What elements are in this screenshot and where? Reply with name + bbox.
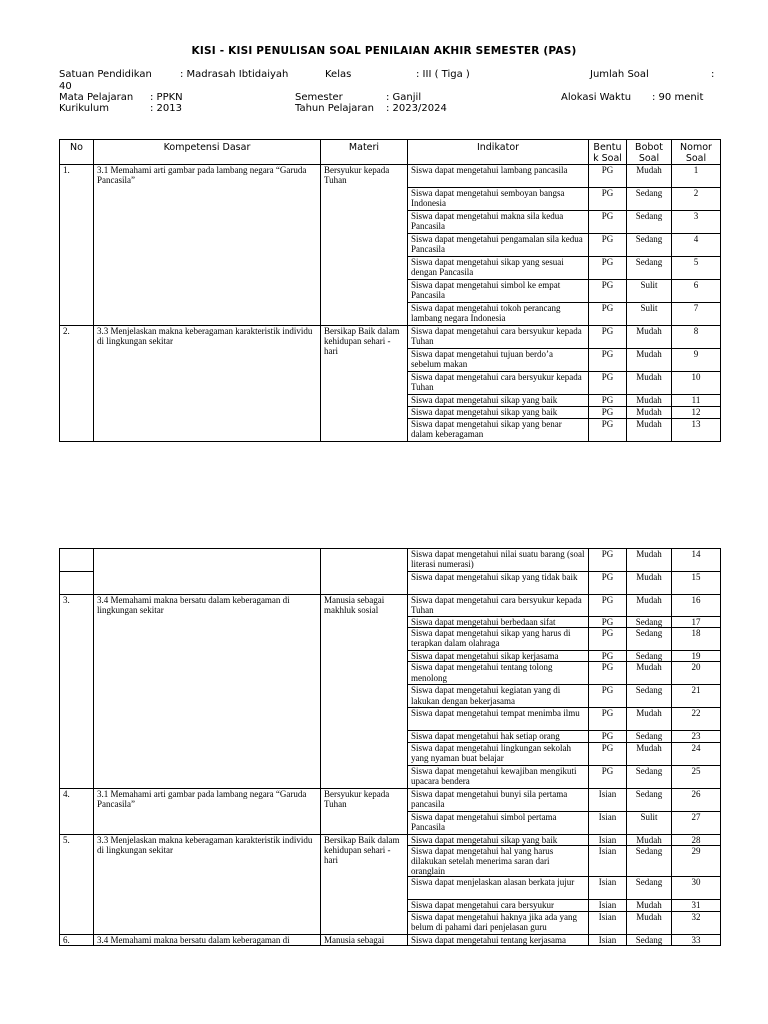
nomor-soal-cell: 22 (672, 708, 721, 731)
nomor-soal-cell: 23 (672, 731, 721, 742)
nomor-soal-cell: 20 (672, 662, 721, 685)
bobot-soal-cell: Mudah (627, 395, 672, 407)
bobot-soal-cell: Mudah (627, 708, 672, 731)
nomor-soal-cell: 32 (672, 911, 721, 934)
indikator-cell: Siswa dapat mengetahui sikap kerjasama (408, 651, 589, 662)
bentuk-soal-cell: PG (589, 280, 627, 303)
header-indikator: Indikator (408, 140, 589, 165)
indikator-cell: Siswa dapat mengetahui tokoh perancang lambang negara Indonesia (408, 303, 589, 326)
indikator-cell: Siswa dapat mengetahui cara bersyukur kepada Tuhan (408, 595, 589, 617)
nomor-soal-cell: 18 (672, 628, 721, 651)
alokasi-label: Alokasi Waktu (561, 92, 632, 103)
nomor-soal-cell: 31 (672, 900, 721, 911)
bentuk-soal-cell: PG (589, 257, 627, 280)
indikator-cell: Siswa dapat mengetahui sikap yang baik (408, 395, 589, 407)
table-header-row (60, 140, 721, 165)
bentuk-soal-cell: PG (589, 326, 627, 349)
row-no: 1. (60, 165, 94, 326)
bentuk-soal-cell: PG (589, 395, 627, 407)
nomor-soal-cell: 4 (672, 234, 721, 257)
indikator-cell: Siswa dapat mengetahui sikap yang sesuai dengan Pancasila (408, 257, 589, 280)
satuan-label: Satuan Pendidikan (59, 69, 152, 80)
nomor-soal-cell: 25 (672, 765, 721, 788)
bentuk-soal-cell: PG (589, 628, 627, 651)
bobot-soal-cell: Sedang (627, 788, 672, 811)
nomor-soal-cell: 17 (672, 617, 721, 628)
bobot-soal-cell: Sedang (627, 188, 672, 211)
bobot-soal-cell: Mudah (627, 349, 672, 372)
header-kompetensi-dasar: Kompetensi Dasar (94, 140, 321, 165)
indikator-cell: Siswa dapat mengetahui kewajiban mengikuti upacara bendera (408, 765, 589, 788)
kompetensi-dasar-cell: 3.4 Memahami makna bersatu dalam keberagaman di lingkungan sekitar (94, 595, 321, 789)
semester-value: : Ganjil (386, 92, 422, 103)
bentuk-soal-cell: PG (589, 708, 627, 731)
table-row (60, 549, 721, 572)
document-title: KISI - KISI PENULISAN SOAL PENILAIAN AKHIR SEMESTER (PAS) (191, 45, 577, 57)
semester-label: Semester (295, 92, 343, 103)
bentuk-soal-cell: PG (589, 731, 627, 742)
nomor-soal-cell: 11 (672, 395, 721, 407)
bentuk-soal-cell: Isian (589, 911, 627, 934)
indikator-cell: Siswa dapat mengetahui cara bersyukur (408, 900, 589, 911)
bentuk-soal-cell: Isian (589, 934, 627, 945)
nomor-soal-cell: 3 (672, 211, 721, 234)
kisi-table-page-2 (59, 548, 721, 946)
kisi-table-page-1 (59, 139, 721, 442)
nomor-soal-cell: 12 (672, 407, 721, 419)
nomor-soal-cell: 5 (672, 257, 721, 280)
row-no (60, 549, 94, 572)
kompetensi-dasar-cell (94, 549, 321, 595)
nomor-soal-cell: 2 (672, 188, 721, 211)
bentuk-soal-cell: PG (589, 549, 627, 572)
indikator-cell: Siswa dapat mengetahui sikap yang harus di terapkan dalam olahraga (408, 628, 589, 651)
bentuk-soal-cell: PG (589, 595, 627, 617)
nomor-soal-cell: 33 (672, 934, 721, 945)
bentuk-soal-cell: Isian (589, 811, 627, 834)
bentuk-soal-cell: PG (589, 685, 627, 708)
indikator-cell: Siswa dapat mengetahui tentang kerjasama (408, 934, 589, 945)
table-row (60, 934, 721, 945)
bobot-soal-cell: Sedang (627, 617, 672, 628)
bentuk-soal-cell: PG (589, 572, 627, 595)
indikator-cell: Siswa dapat mengetahui berbedaan sifat (408, 617, 589, 628)
indikator-cell: Siswa dapat mengetahui sikap yang tidak baik (408, 572, 589, 595)
bobot-soal-cell: Sedang (627, 731, 672, 742)
bentuk-soal-cell: Isian (589, 877, 627, 900)
bentuk-soal-cell: PG (589, 211, 627, 234)
bentuk-soal-cell: PG (589, 617, 627, 628)
bentuk-soal-cell: PG (589, 188, 627, 211)
nomor-soal-cell: 13 (672, 419, 721, 442)
indikator-cell: Siswa dapat mengetahui simbol ke empat Pancasila (408, 280, 589, 303)
bentuk-soal-cell: PG (589, 765, 627, 788)
jumlah-soal-value: 40 (59, 81, 72, 92)
bobot-soal-cell: Mudah (627, 834, 672, 845)
bobot-soal-cell: Mudah (627, 595, 672, 617)
bobot-soal-cell: Sedang (627, 651, 672, 662)
jumlah-soal-label: Jumlah Soal (590, 69, 649, 80)
indikator-cell: Siswa dapat mengetahui lambang pancasila (408, 165, 589, 188)
indikator-cell: Siswa dapat menjelaskan alasan berkata jujur (408, 877, 589, 900)
kompetensi-dasar-cell: 3.3 Menjelaskan makna keberagaman karakteristik individu di lingkungan sekitar (94, 326, 321, 442)
bobot-soal-cell: Mudah (627, 572, 672, 595)
bobot-soal-cell: Mudah (627, 911, 672, 934)
nomor-soal-cell: 14 (672, 549, 721, 572)
bentuk-soal-cell: Isian (589, 834, 627, 845)
bentuk-soal-cell: Isian (589, 788, 627, 811)
table-row (60, 788, 721, 811)
satuan-value: : Madrasah Ibtidaiyah (180, 69, 289, 80)
nomor-soal-cell: 26 (672, 788, 721, 811)
indikator-cell: Siswa dapat mengetahui cara bersyukur kepada Tuhan (408, 372, 589, 395)
bobot-soal-cell: Mudah (627, 549, 672, 572)
mapel-label: Mata Pelajaran (59, 92, 134, 103)
indikator-cell: Siswa dapat mengetahui tentang tolong menolong (408, 662, 589, 685)
header-nomor-soal: Nomor Soal (672, 140, 721, 165)
indikator-cell: Siswa dapat mengetahui nilai suatu barang (soal literasi numerasi) (408, 549, 589, 572)
bobot-soal-cell: Sedang (627, 934, 672, 945)
indikator-cell: Siswa dapat mengetahui hal yang harus dilakukan setelah menerima saran dari oranglain (408, 845, 589, 877)
materi-cell: Bersikap Baik dalam kehidupan sehari - hari (321, 326, 408, 442)
materi-cell: Manusia sebagai (321, 934, 408, 945)
bentuk-soal-cell: PG (589, 349, 627, 372)
nomor-soal-cell: 27 (672, 811, 721, 834)
bentuk-soal-cell: PG (589, 372, 627, 395)
bobot-soal-cell: Sedang (627, 877, 672, 900)
bobot-soal-cell: Sedang (627, 257, 672, 280)
kompetensi-dasar-cell: 3.1 Memahami arti gambar pada lambang negara “Garuda Pancasila” (94, 788, 321, 834)
materi-cell: Bersyukur kepada Tuhan (321, 165, 408, 326)
kompetensi-dasar-cell: 3.3 Menjelaskan makna keberagaman karakteristik individu di lingkungan sekitar (94, 834, 321, 934)
bobot-soal-cell: Sedang (627, 211, 672, 234)
nomor-soal-cell: 1 (672, 165, 721, 188)
row-no: 4. (60, 788, 94, 834)
tahun-value: : 2023/2024 (386, 103, 447, 114)
mapel-value: : PPKN (150, 92, 183, 103)
nomor-soal-cell: 9 (672, 349, 721, 372)
tahun-label: Tahun Pelajaran (295, 103, 374, 114)
materi-cell: Bersyukur kepada Tuhan (321, 788, 408, 834)
table-row (60, 834, 721, 845)
bobot-soal-cell: Mudah (627, 900, 672, 911)
row-no: 5. (60, 834, 94, 934)
nomor-soal-cell: 21 (672, 685, 721, 708)
row-no: 3. (60, 595, 94, 789)
kelas-value: : III ( Tiga ) (416, 69, 470, 80)
row-no: 6. (60, 934, 94, 945)
indikator-cell: Siswa dapat mengetahui sikap yang benar dalam keberagaman (408, 419, 589, 442)
bentuk-soal-cell: Isian (589, 900, 627, 911)
nomor-soal-cell: 29 (672, 845, 721, 877)
bobot-soal-cell: Mudah (627, 165, 672, 188)
indikator-cell: Siswa dapat mengetahui kegiatan yang di lakukan dengan bekerjasama (408, 685, 589, 708)
indikator-cell: Siswa dapat mengetahui lingkungan sekolah yang nyaman buat belajar (408, 742, 589, 765)
bentuk-soal-cell: PG (589, 419, 627, 442)
alokasi-value: : 90 menit (652, 92, 704, 103)
bobot-soal-cell: Sulit (627, 303, 672, 326)
header-bentuk-soal: Bentu k Soal (589, 140, 627, 165)
table-row (60, 165, 721, 188)
indikator-cell: Siswa dapat mengetahui tujuan berdo’a sebelum makan (408, 349, 589, 372)
indikator-cell: Siswa dapat mengetahui tempat menimba ilmu (408, 708, 589, 731)
header-bobot-soal: Bobot Soal (627, 140, 672, 165)
header-no: No (60, 140, 94, 165)
materi-cell: Bersikap Baik dalam kehidupan sehari - hari (321, 834, 408, 934)
indikator-cell: Siswa dapat mengetahui sikap yang baik (408, 407, 589, 419)
bobot-soal-cell: Mudah (627, 407, 672, 419)
nomor-soal-cell: 19 (672, 651, 721, 662)
materi-cell (321, 549, 408, 595)
nomor-soal-cell: 16 (672, 595, 721, 617)
indikator-cell: Siswa dapat mengetahui hak setiap orang (408, 731, 589, 742)
kurikulum-label: Kurikulum (59, 103, 109, 114)
row-no (60, 572, 94, 595)
jumlah-soal-colon: : (711, 69, 715, 80)
kelas-label: Kelas (325, 69, 352, 80)
bobot-soal-cell: Mudah (627, 662, 672, 685)
nomor-soal-cell: 15 (672, 572, 721, 595)
nomor-soal-cell: 24 (672, 742, 721, 765)
indikator-cell: Siswa dapat mengetahui simbol pertama Pancasila (408, 811, 589, 834)
nomor-soal-cell: 7 (672, 303, 721, 326)
indikator-cell: Siswa dapat mengetahui semboyan bangsa Indonesia (408, 188, 589, 211)
nomor-soal-cell: 8 (672, 326, 721, 349)
bobot-soal-cell: Sedang (627, 845, 672, 877)
indikator-cell: Siswa dapat mengetahui haknya jika ada yang belum di pahami dari penjelasan guru (408, 911, 589, 934)
nomor-soal-cell: 28 (672, 834, 721, 845)
bobot-soal-cell: Sulit (627, 280, 672, 303)
bentuk-soal-cell: PG (589, 303, 627, 326)
row-no: 2. (60, 326, 94, 442)
header-materi: Materi (321, 140, 408, 165)
bobot-soal-cell: Mudah (627, 326, 672, 349)
kompetensi-dasar-cell: 3.4 Memahami makna bersatu dalam keberagaman di (94, 934, 321, 945)
bentuk-soal-cell: PG (589, 165, 627, 188)
bobot-soal-cell: Sedang (627, 234, 672, 257)
indikator-cell: Siswa dapat mengetahui bunyi sila pertama pancasila (408, 788, 589, 811)
bentuk-soal-cell: PG (589, 407, 627, 419)
bobot-soal-cell: Sedang (627, 628, 672, 651)
materi-cell: Manusia sebagai makhluk sosial (321, 595, 408, 789)
nomor-soal-cell: 30 (672, 877, 721, 900)
nomor-soal-cell: 10 (672, 372, 721, 395)
kompetensi-dasar-cell: 3.1 Memahami arti gambar pada lambang negara “Garuda Pancasila” (94, 165, 321, 326)
bentuk-soal-cell: PG (589, 742, 627, 765)
bobot-soal-cell: Sedang (627, 685, 672, 708)
table-row (60, 326, 721, 349)
indikator-cell: Siswa dapat mengetahui sikap yang baik (408, 834, 589, 845)
bentuk-soal-cell: PG (589, 651, 627, 662)
nomor-soal-cell: 6 (672, 280, 721, 303)
bobot-soal-cell: Mudah (627, 372, 672, 395)
bentuk-soal-cell: Isian (589, 845, 627, 877)
bentuk-soal-cell: PG (589, 234, 627, 257)
bobot-soal-cell: Sedang (627, 765, 672, 788)
bobot-soal-cell: Sulit (627, 811, 672, 834)
kurikulum-value: : 2013 (150, 103, 182, 114)
bentuk-soal-cell: PG (589, 662, 627, 685)
bobot-soal-cell: Mudah (627, 742, 672, 765)
indikator-cell: Siswa dapat mengetahui cara bersyukur kepada Tuhan (408, 326, 589, 349)
indikator-cell: Siswa dapat mengetahui makna sila kedua Pancasila (408, 211, 589, 234)
indikator-cell: Siswa dapat mengetahui pengamalan sila kedua Pancasila (408, 234, 589, 257)
table-row (60, 595, 721, 617)
bobot-soal-cell: Mudah (627, 419, 672, 442)
